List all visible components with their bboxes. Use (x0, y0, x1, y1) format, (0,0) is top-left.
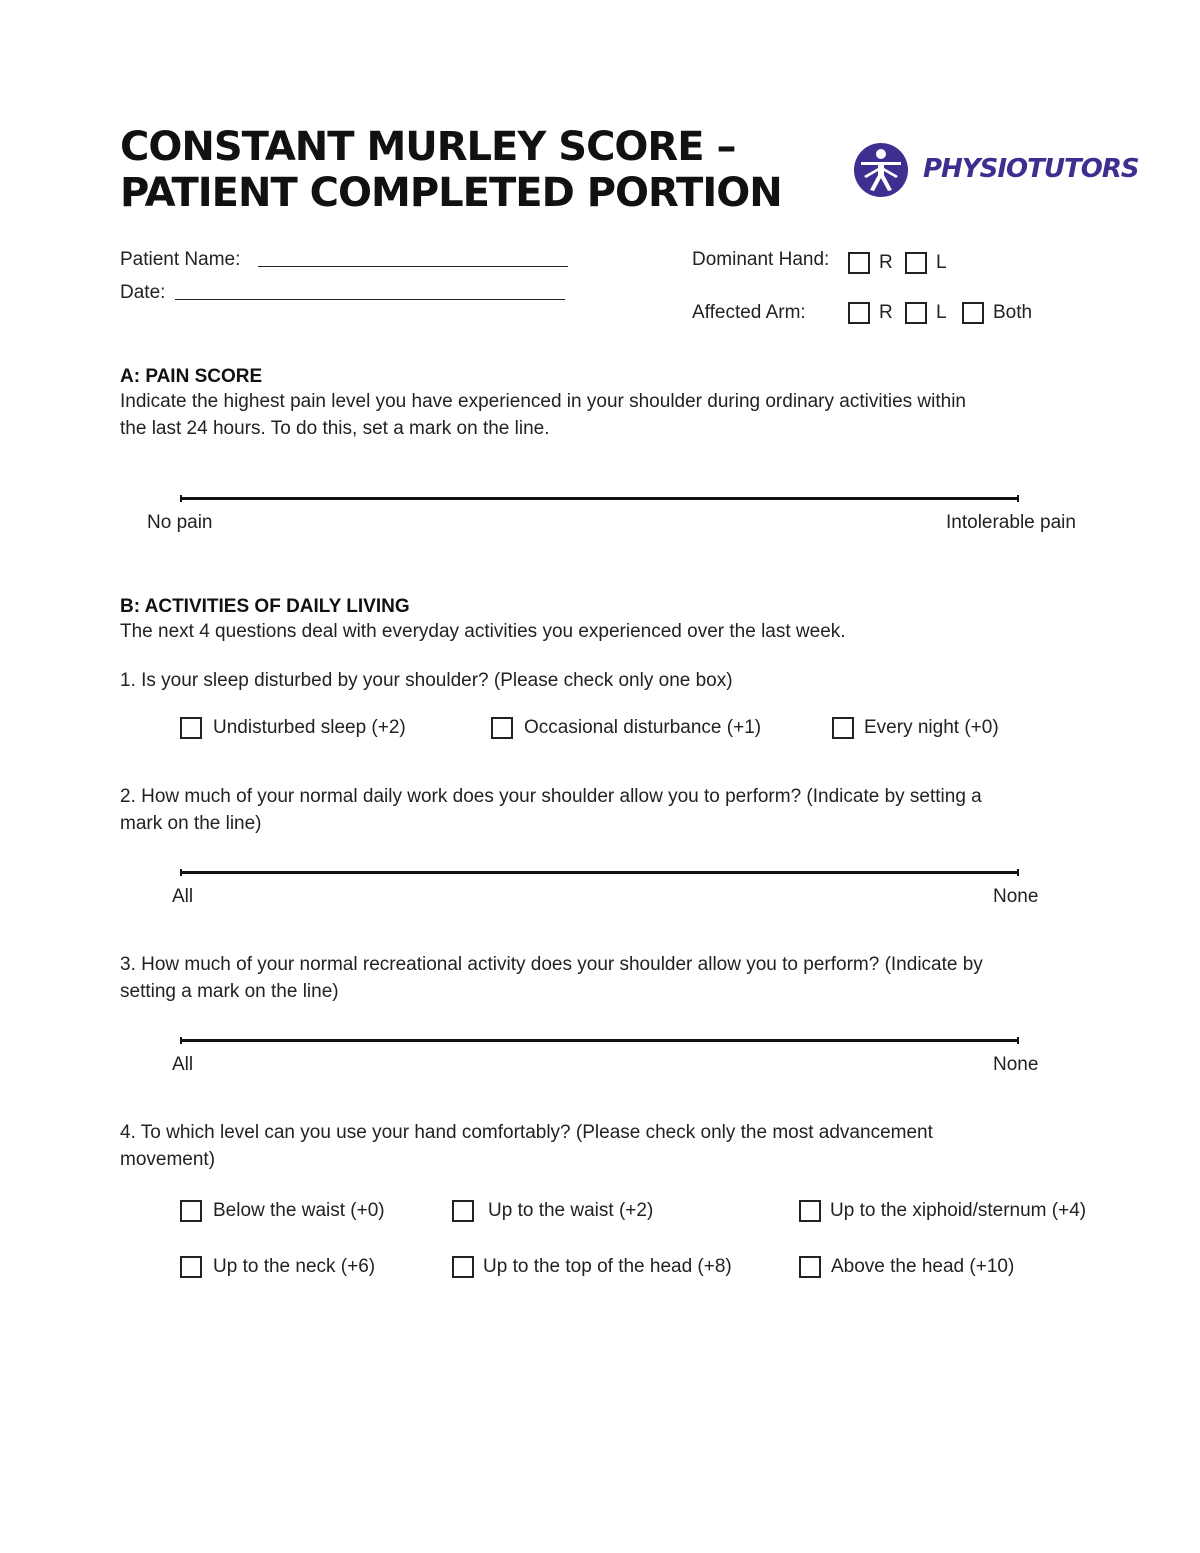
affected-arm-both-label: Both (993, 302, 1033, 323)
scale-end-tick (1017, 495, 1019, 502)
pain-scale-right-label: Intolerable pain (946, 512, 1076, 533)
patient-name-field[interactable] (258, 266, 568, 267)
q1-option-label: Undisturbed sleep (+2) (213, 717, 406, 738)
affected-arm-l-checkbox[interactable] (905, 302, 927, 324)
scale-end-tick (1017, 1037, 1019, 1044)
affected-arm-l-label: L (936, 302, 947, 323)
q1-question: 1. Is your sleep disturbed by your shoulder? (Please check only one box) (120, 670, 733, 691)
q1-undisturbed-checkbox[interactable] (180, 717, 202, 739)
q3-scale-right-label: None (993, 1054, 1039, 1075)
logo-text: PHYSIOTUTORS (923, 154, 1139, 184)
q3-question-line-2: setting a mark on the line) (120, 981, 339, 1002)
q3-question-line-1: 3. How much of your normal recreational activity does your shoulder allow you to perform? (Indicate by (120, 954, 983, 975)
page-title (120, 124, 782, 216)
q1-occasional-checkbox[interactable] (491, 717, 513, 739)
date-field[interactable] (175, 299, 565, 300)
physiotutors-logo (853, 142, 1139, 198)
scale-start-tick (180, 869, 182, 876)
q2-scale-left-label: All (172, 886, 194, 907)
affected-arm-r-checkbox[interactable] (848, 302, 870, 324)
q4-up-to-xiphoid-checkbox[interactable] (799, 1200, 821, 1222)
q1-every-night-checkbox[interactable] (832, 717, 854, 739)
q4-option-label: Below the waist (+0) (213, 1200, 385, 1221)
adl-intro: The next 4 questions deal with everyday activities you experienced over the last week. (120, 621, 846, 642)
dominant-hand-l-checkbox[interactable] (905, 252, 927, 274)
pain-instruction-line-1: Indicate the highest pain level you have experienced in your shoulder during ordinary activities within (120, 391, 967, 412)
q4-option-label: Above the head (+10) (831, 1256, 1015, 1277)
q4-top-of-head-checkbox[interactable] (452, 1256, 474, 1278)
q4-above-head-checkbox[interactable] (799, 1256, 821, 1278)
dominant-hand-r-checkbox[interactable] (848, 252, 870, 274)
pain-score-heading: A: PAIN SCORE (120, 366, 263, 387)
q3-scale-left-label: All (172, 1054, 194, 1075)
scale-start-tick (180, 495, 182, 502)
patient-name-label: Patient Name: (120, 249, 241, 270)
pain-instruction-line-2: the last 24 hours. To do this, set a mark on the line. (120, 418, 550, 439)
affected-arm-label: Affected Arm: (692, 302, 806, 323)
scale-start-tick (180, 1037, 182, 1044)
q2-scale-line[interactable] (181, 871, 1018, 874)
q2-scale-right-label: None (993, 886, 1039, 907)
q4-up-to-neck-checkbox[interactable] (180, 1256, 202, 1278)
pain-scale-left-label: No pain (147, 512, 213, 533)
q3-scale-line[interactable] (181, 1039, 1018, 1042)
q4-option-label: Up to the neck (+6) (213, 1256, 376, 1277)
q4-up-to-waist-checkbox[interactable] (452, 1200, 474, 1222)
title-line-1: CONSTANT MURLEY SCORE – (120, 124, 736, 170)
dominant-hand-l-label: L (936, 252, 947, 273)
q4-below-waist-checkbox[interactable] (180, 1200, 202, 1222)
q4-option-label: Up to the waist (+2) (488, 1200, 654, 1221)
adl-heading: B: ACTIVITIES OF DAILY LIVING (120, 596, 410, 617)
dominant-hand-r-label: R (879, 252, 893, 273)
q4-question-line-2: movement) (120, 1149, 216, 1170)
q4-question-line-1: 4. To which level can you use your hand comfortably? (Please check only the most advancement (120, 1122, 933, 1143)
title-line-2: PATIENT COMPLETED PORTION (120, 170, 782, 216)
pain-scale-line[interactable] (181, 497, 1018, 500)
affected-arm-r-label: R (879, 302, 893, 323)
q4-option-label: Up to the top of the head (+8) (483, 1256, 732, 1277)
affected-arm-both-checkbox[interactable] (962, 302, 984, 324)
q1-option-label: Occasional disturbance (+1) (524, 717, 762, 738)
vitruvian-man-icon (853, 142, 909, 198)
q4-option-label: Up to the xiphoid/sternum (+4) (830, 1200, 1087, 1221)
date-label: Date: (120, 282, 166, 303)
dominant-hand-label: Dominant Hand: (692, 249, 830, 270)
q1-option-label: Every night (+0) (864, 717, 999, 738)
q2-question-line-2: mark on the line) (120, 813, 262, 834)
q2-question-line-1: 2. How much of your normal daily work does your shoulder allow you to perform? (Indicate by setting a (120, 786, 982, 807)
scale-end-tick (1017, 869, 1019, 876)
